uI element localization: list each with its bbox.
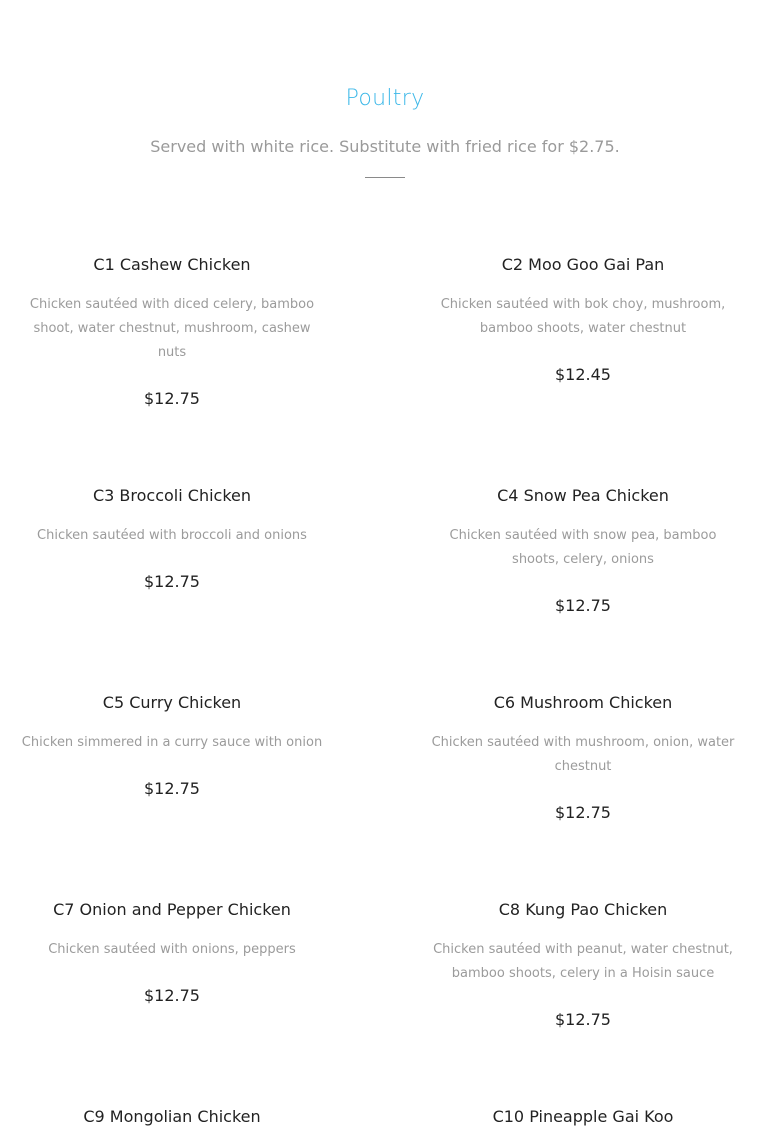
section-subtitle: Served with white rice. Substitute with fried rice for $2.75.: [150, 137, 620, 156]
menu-item-c8: [433, 900, 733, 1030]
menu-item-c1: [22, 255, 322, 409]
item-description: Chicken sautéed with onions, peppers: [48, 942, 296, 957]
item-price: $12.75: [144, 572, 200, 591]
menu-item-c5: [17, 693, 327, 799]
item-description: Chicken sautéed with peanut, water chestnut, bamboo shoots, celery in a Hoisin sauce: [433, 942, 733, 981]
item-description: Chicken sautéed with mushroom, onion, water chestnut: [431, 735, 735, 774]
item-price: $12.75: [555, 596, 611, 615]
section-divider: [365, 177, 405, 178]
menu-item-c9: [22, 1107, 322, 1127]
item-name: C9 Mongolian Chicken: [83, 1107, 261, 1126]
item-price: $12.75: [555, 803, 611, 822]
item-name: C7 Onion and Pepper Chicken: [53, 900, 291, 919]
item-price: $12.75: [144, 389, 200, 408]
menu-item-c6: [428, 693, 738, 823]
item-name: C6 Mushroom Chicken: [493, 693, 673, 712]
item-price: $12.75: [144, 779, 200, 798]
item-price: $12.75: [144, 986, 200, 1005]
menu-item-c3: [22, 486, 322, 592]
item-description: Chicken sautéed with bok choy, mushroom, bamboo shoots, water chestnut: [440, 297, 726, 336]
menu-item-c2: [433, 255, 733, 385]
item-price: $12.45: [555, 365, 611, 384]
item-description: Chicken sautéed with snow pea, bamboo shoots, celery, onions: [449, 528, 717, 567]
item-name: C2 Moo Goo Gai Pan: [501, 255, 665, 274]
section-title: Poultry: [345, 86, 425, 111]
item-name: C5 Curry Chicken: [102, 693, 242, 712]
menu-item-c4: [433, 486, 733, 616]
item-name: C8 Kung Pao Chicken: [498, 900, 668, 919]
menu-item-c7: [22, 900, 322, 1006]
item-description: Chicken sautéed with broccoli and onions: [37, 528, 307, 543]
item-name: C3 Broccoli Chicken: [92, 486, 252, 505]
item-name: C4 Snow Pea Chicken: [497, 486, 669, 505]
item-name: C1 Cashew Chicken: [93, 255, 251, 274]
menu-item-c10: [433, 1107, 733, 1127]
item-name: C10 Pineapple Gai Koo: [492, 1107, 674, 1126]
item-description: Chicken sautéed with diced celery, bamboo shoot, water chestnut, mushroom, cashew nuts: [29, 297, 315, 360]
item-description: Chicken simmered in a curry sauce with onion: [21, 735, 323, 750]
item-price: $12.75: [555, 1010, 611, 1029]
